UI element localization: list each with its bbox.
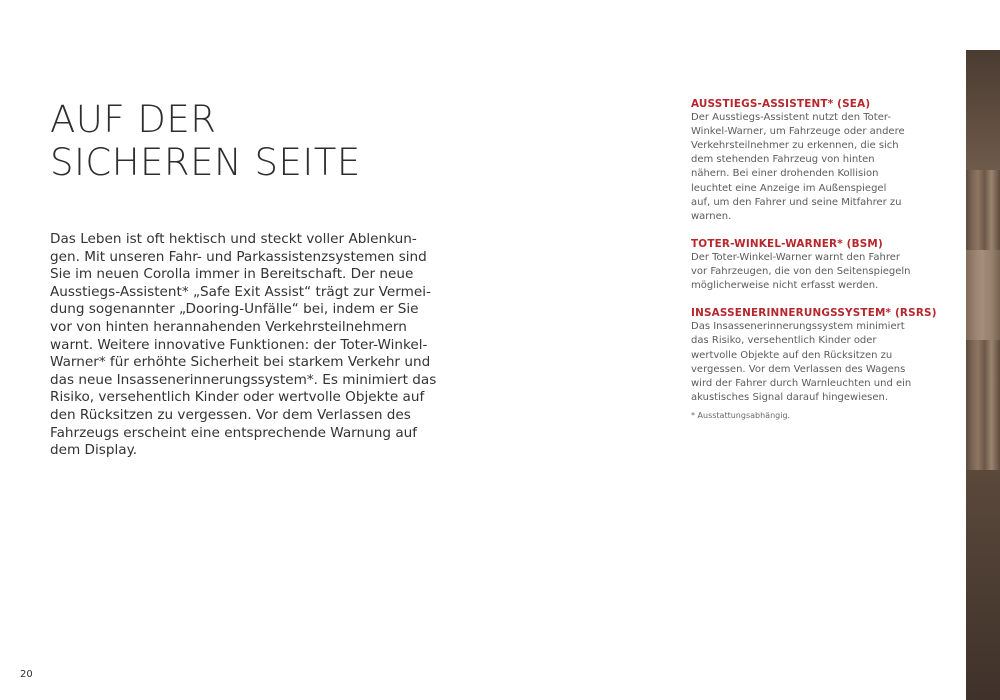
- section-text: [691, 111, 921, 224]
- section-line: möglicherweise nicht erfasst werden.: [691, 280, 879, 292]
- section-sea: [691, 97, 921, 224]
- intro-paragraph: [50, 231, 437, 460]
- page-number: 20: [20, 669, 33, 680]
- photo-shadow: [966, 470, 1000, 700]
- paragraph-line: dem Display.: [50, 442, 138, 459]
- section-line: vergessen. Vor dem Verlassen des Wagens: [691, 363, 906, 375]
- section-line: das Risiko, versehentlich Kinder oder: [691, 335, 877, 347]
- paragraph-line: gen. Mit unseren Fahr- und Parkassistenzsystemen sind: [50, 248, 427, 265]
- feature-sidebar: [691, 97, 937, 423]
- section-line: warnen.: [691, 210, 732, 222]
- title-line: SICHEREN SEITE: [50, 141, 361, 184]
- photo-highlight: [966, 250, 1000, 340]
- section-line: dem stehenden Fahrzeug von hinten: [691, 154, 875, 166]
- page-title: [50, 98, 450, 184]
- section-line: akustisches Signal darauf hingewiesen.: [691, 391, 889, 403]
- section-heading: INSASSENERINNERUNGSSYSTEM* (RSRS): [691, 307, 937, 320]
- paragraph-line: den Rücksitzen zu vergessen. Vor dem Verlassen des: [50, 406, 411, 423]
- section-line: wertvolle Objekte auf den Rücksitzen zu: [691, 349, 893, 361]
- paragraph-line: Das Leben ist oft hektisch und steckt voller Ablenkun-: [50, 231, 417, 247]
- photo-shadow: [966, 50, 1000, 170]
- section-line: leuchtet eine Anzeige im Außenspiegel: [691, 182, 887, 194]
- section-line: Der Ausstiegs-Assistent nutzt den Toter-: [691, 112, 891, 124]
- section-heading: TOTER-WINKEL-WARNER* (BSM): [691, 237, 883, 250]
- section-line: wird der Fahrer durch Warnleuchten und ein: [691, 377, 912, 389]
- title-line: AUF DER: [50, 98, 217, 141]
- paragraph-line: das neue Insassenerinnerungssystem*. Es minimiert das: [50, 371, 437, 388]
- paragraph-line: Warner* für erhöhte Sicherheit bei starkem Verkehr und: [50, 354, 431, 371]
- section-line: nähern. Bei einer drohenden Kollision: [691, 168, 879, 180]
- paragraph-line: vor von hinten herannahenden Verkehrsteilnehmern: [50, 318, 407, 335]
- section-line: Der Toter-Winkel-Warner warnt den Fahrer: [691, 251, 901, 263]
- paragraph-line: Risiko, versehentlich Kinder oder wertvolle Objekte auf: [50, 389, 425, 406]
- footnote: * Ausstattungsabhängig.: [691, 410, 791, 420]
- section-text: [691, 320, 921, 405]
- section-heading: AUSSTIEGS-ASSISTENT* (SEA): [691, 98, 871, 110]
- section-bsm: [691, 237, 921, 293]
- section-rsrs: [691, 306, 937, 405]
- paragraph-line: dung sogenannter „Dooring-Unfälle“ bei, indem er Sie: [50, 301, 419, 318]
- section-line: Das Insassenerinnerungssystem minimiert: [691, 321, 905, 333]
- car-photo-strip: [966, 50, 1000, 700]
- section-line: vor Fahrzeugen, die von den Seitenspiegeln: [691, 266, 911, 278]
- paragraph-line: Ausstiegs-Assistent* „Safe Exit Assist“ trägt zur Vermei-: [50, 283, 431, 300]
- paragraph-line: Fahrzeugs erscheint eine entsprechende Warnung auf: [50, 424, 418, 441]
- paragraph-line: warnt. Weitere innovative Funktionen: der Toter-Winkel-: [50, 336, 428, 353]
- section-line: Verkehrsteilnehmer zu erkennen, die sich: [691, 140, 899, 152]
- section-text: [691, 251, 921, 293]
- section-line: Winkel-Warner, um Fahrzeuge oder andere: [691, 126, 905, 138]
- paragraph-line: Sie im neuen Corolla immer in Bereitschaft. Der neue: [50, 266, 414, 283]
- section-line: auf, um den Fahrer und seine Mitfahrer zu: [691, 196, 902, 208]
